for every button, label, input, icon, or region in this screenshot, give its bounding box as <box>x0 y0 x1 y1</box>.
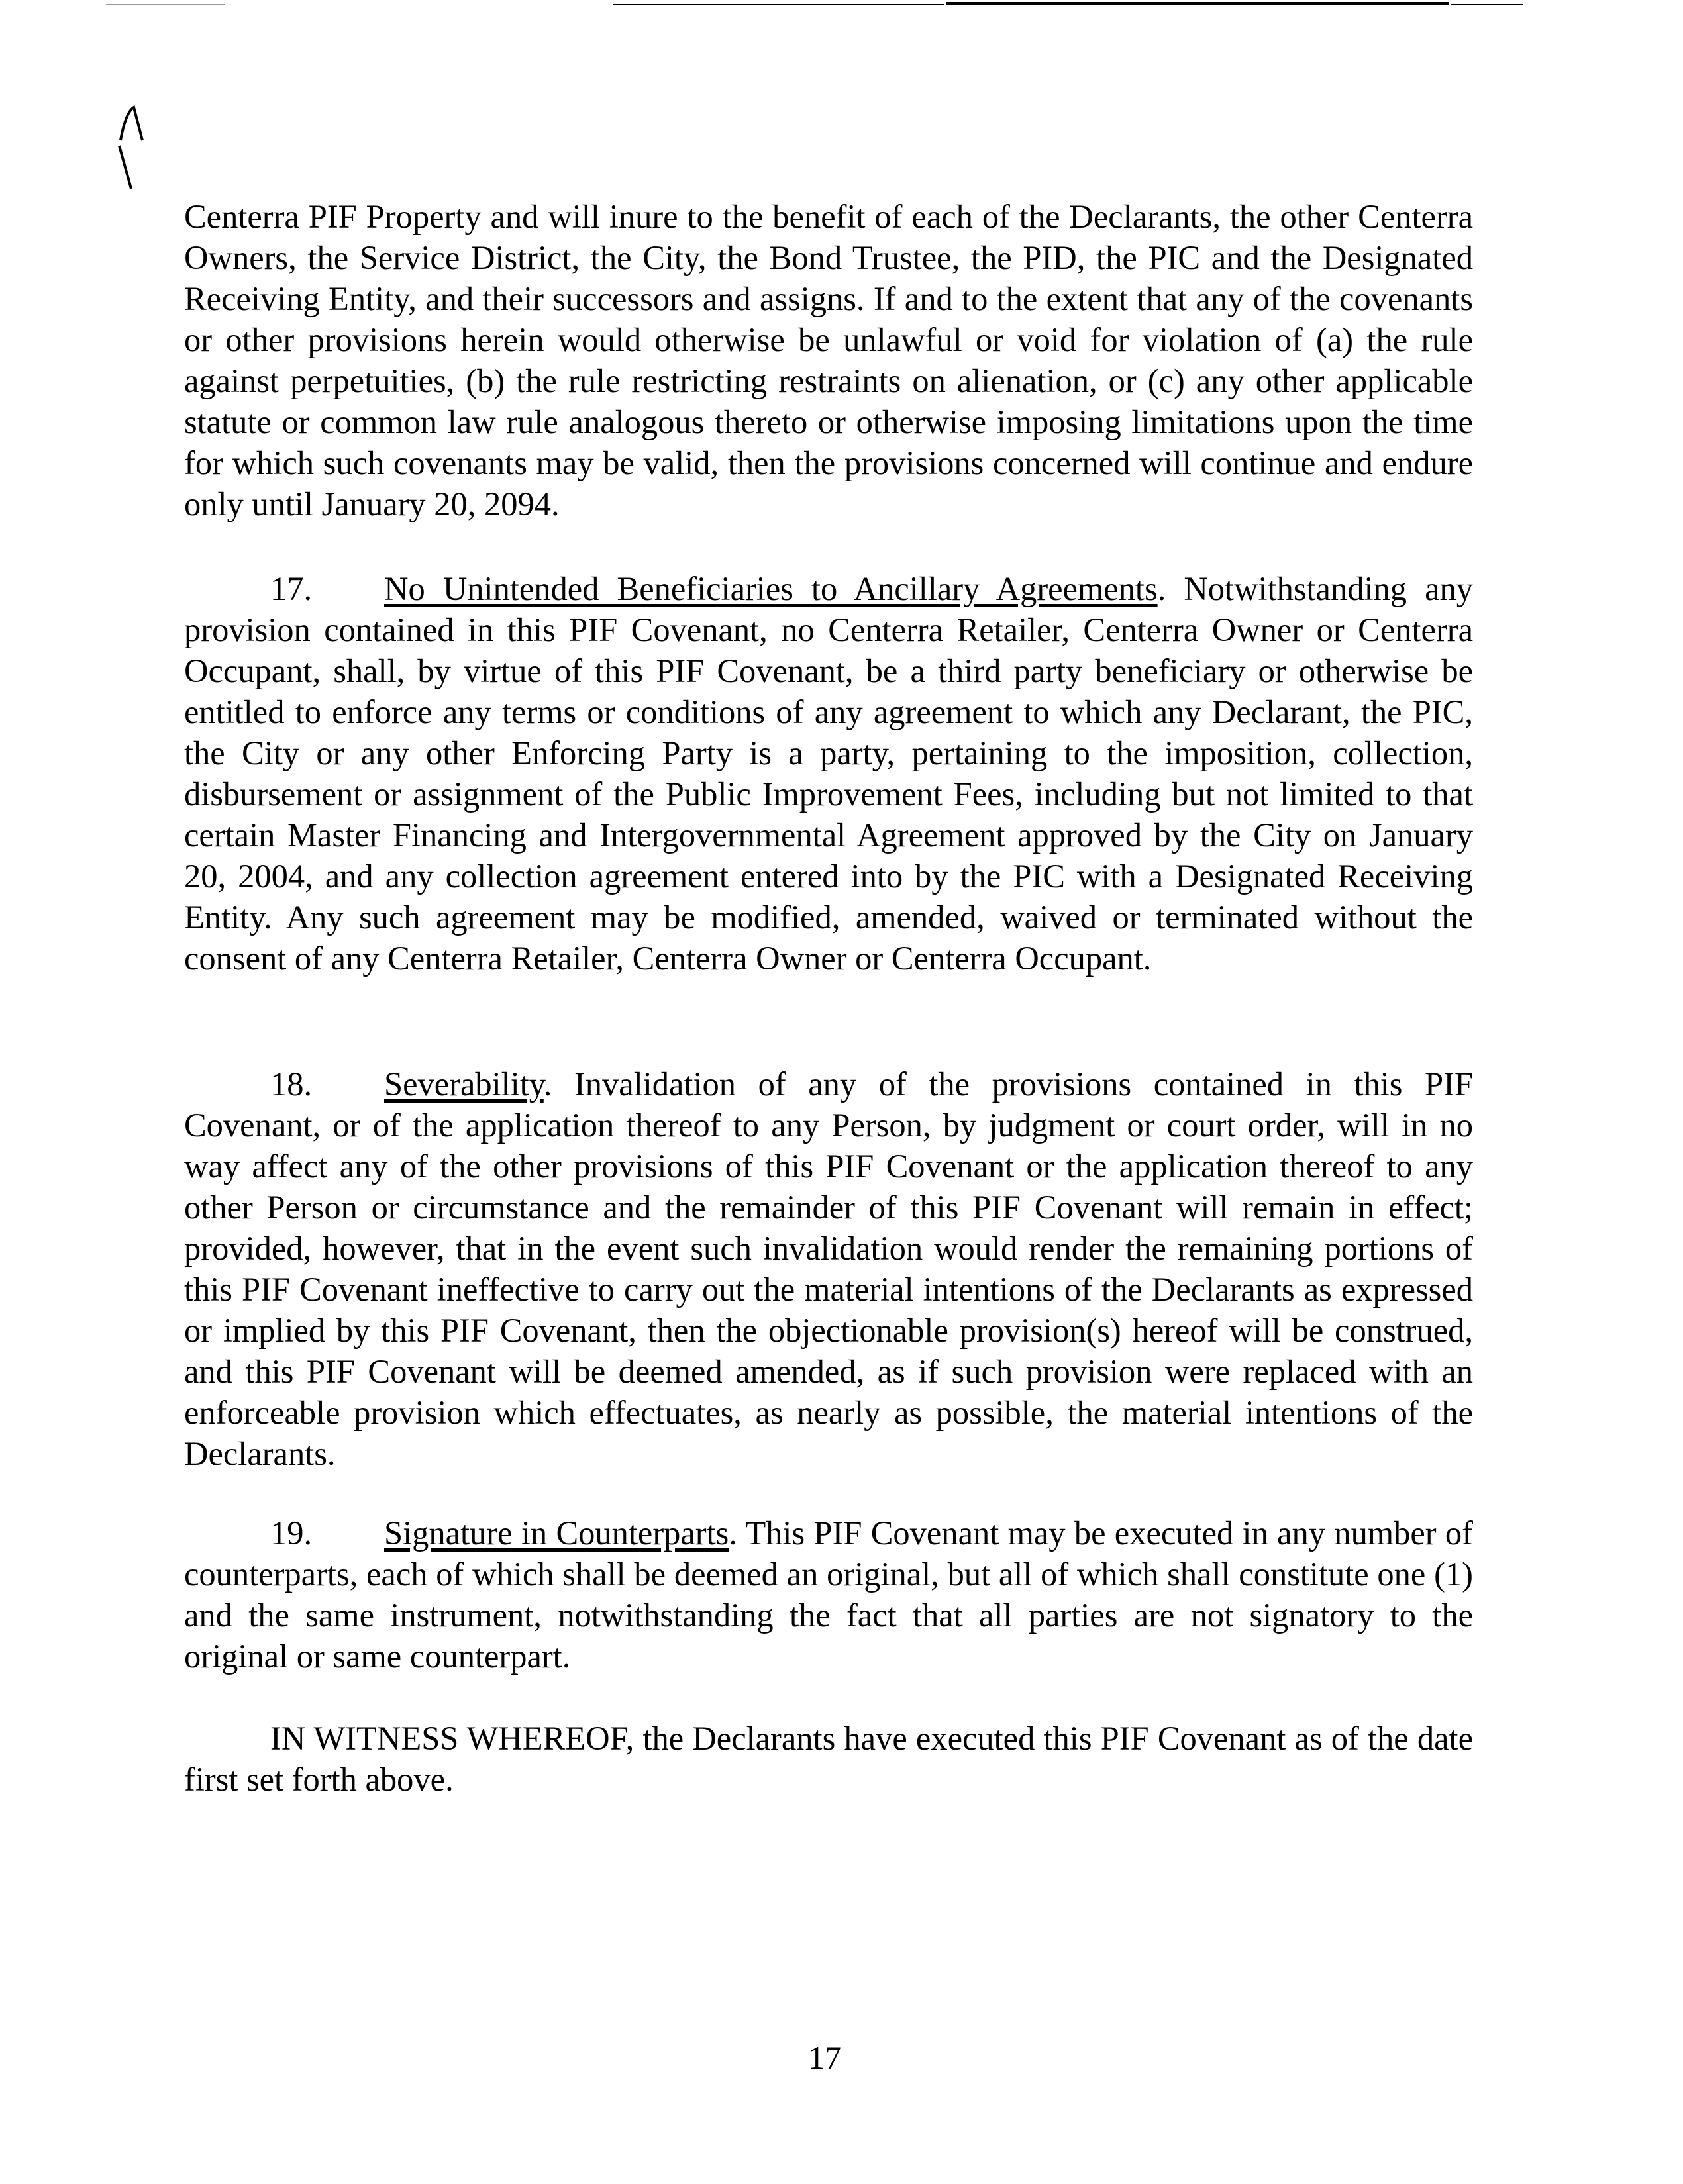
scan-artifact-line <box>106 4 225 5</box>
section-body: . Invalidation of any of the provisions contained in this PIF Covenant, or of the application thereof to any Person, by judgment or court order, will in no way affect any of the other provisions of this PIF Covenant or the application thereof to any other Person or circumstance and the remainder of this PIF Covenant will remain in effect; provided, however, that in the event such invalidation would render the remaining portions of this PIF Covenant ineffective to carry out the material intentions of the Declarants as expressed or implied by this PIF Covenant, then the objectionable provision(s) hereof will be construed, and this PIF Covenant will be deemed amended, as if such provision were replaced with an enforceable provision which effectuates, as nearly as possible, the material intentions of the Declarants. <box>184 1066 1473 1472</box>
section-17 <box>184 568 1473 979</box>
continuation-paragraph: Centerra PIF Property and will inure to the benefit of each of the Declarants, the other Centerra Owners, the Service District, the City, the Bond Trustee, the PID, the PIC and the Designated Receiving Entity, and their successors and assigns. If and to the extent that any of the covenants or other provisions herein would otherwise be unlawful or void for violation of (a) the rule against perpetuities, (b) the rule restricting restraints on alienation, or (c) any other applicable statute or common law rule analogous thereto or otherwise imposing limitations upon the time for which such covenants may be valid, then the provisions concerned will continue and endure only until January 20, 2094. <box>184 198 1473 522</box>
section-number: 19. <box>270 1514 313 1552</box>
section-18 <box>184 1064 1473 1474</box>
witness-clause: IN WITNESS WHEREOF, the Declarants have executed this PIF Covenant as of the date first set forth above. <box>184 1720 1473 1798</box>
section-heading: Signature in Counterparts <box>384 1514 729 1552</box>
scan-artifact-line <box>946 2 1449 5</box>
section-19 <box>184 1513 1473 1677</box>
section-heading: Severability <box>384 1066 544 1103</box>
handwritten-mark-icon <box>106 99 179 192</box>
section-heading: No Unintended Beneficiaries to Ancillary Agreements <box>384 570 1158 607</box>
section-number: 17. <box>270 570 313 607</box>
section-number: 18. <box>270 1066 313 1103</box>
scan-artifact-line <box>613 4 944 5</box>
page-number: 17 <box>808 2039 841 2076</box>
section-body: . Notwithstanding any provision contained in this PIF Covenant, no Centerra Retailer, Centerra Owner or Centerra Occupant, shall, by virtue of this PIF Covenant, be a third party beneficiary or otherwise be entitled to enforce any terms or conditions of any agreement to which any Declarant, the PIC, the City or any other Enforcing Party is a party, pertaining to the imposition, collection, disbursement or assignment of the Public Improvement Fees, including but not limited to that certain Master Financing and Intergovernmental Agreement approved by the City on January 20, 2004, and any collection agreement entered into by the PIC with a Designated Receiving Entity. Any such agreement may be modified, amended, waived or terminated without the consent of any Centerra Retailer, Centerra Owner or Centerra Occupant. <box>184 570 1473 977</box>
section-body: . This PIF Covenant may be executed in any number of counterparts, each of which shall be deemed an original, but all of which shall constitute one (1) and the same instrument, notwithstanding the fact that all parties are not signatory to the original or same counterpart. <box>184 1514 1473 1675</box>
scan-artifact-line <box>1451 4 1523 5</box>
